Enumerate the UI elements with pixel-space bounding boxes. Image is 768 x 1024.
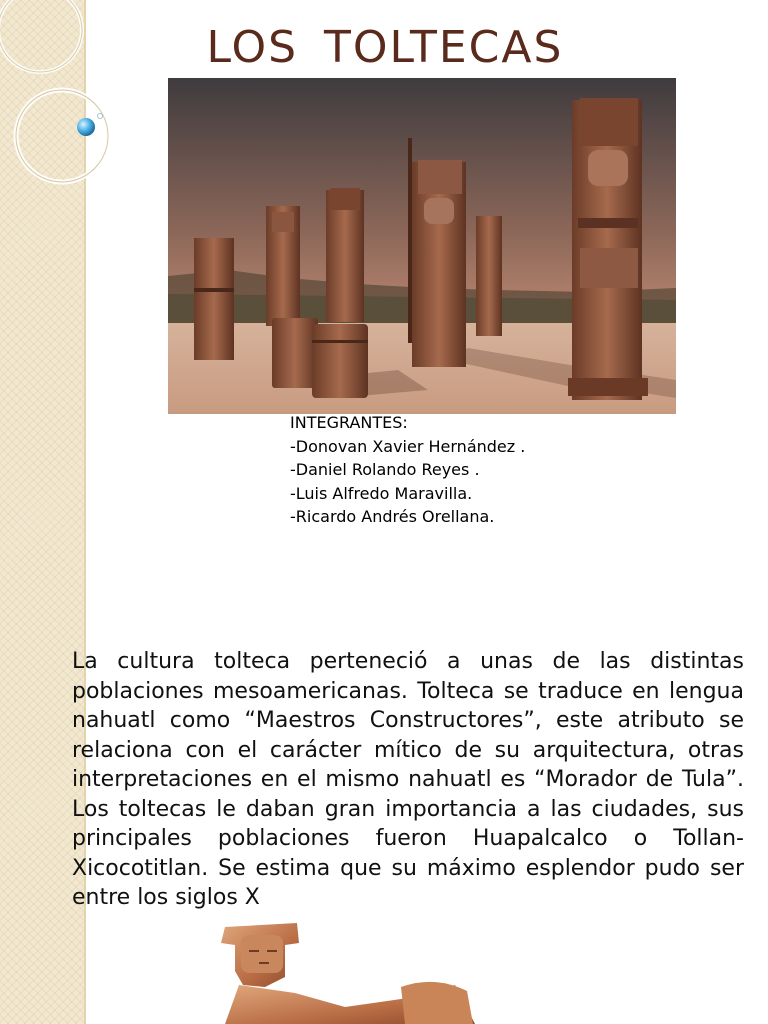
member-item: -Luis Alfredo Maravilla. [290, 483, 473, 503]
member-item: -Ricardo Andrés Orellana. [290, 507, 495, 526]
page-title: LOS TOLTECAS [206, 22, 564, 73]
member-item: -Daniel Rolando Reyes . [290, 460, 480, 479]
members-list [290, 411, 540, 529]
member-item: -Donovan Xavier Hernández . [290, 436, 526, 456]
chacmool-statue [205, 915, 485, 1024]
decorative-circles-icon [0, 0, 120, 200]
atlantes-photo [168, 78, 676, 414]
body-paragraph: La cultura tolteca perteneció a unas de las distintas poblaciones mesoamericanas. Tolteca se traduce en lengua nahuatl como “Maestros Constructores”, este atributo se relaciona con el carácter mítico de su arquitectura, otras interpretaciones en el mismo nahuatl es “Morador de Tula”. Los toltecas le daban gran importancia a las ciudades, sus principales poblaciones fueron Huapalcalco o Tollan-Xicocotitlan. Se estima que su máximo esplendor pudo ser entre los siglos X [72, 649, 744, 910]
members-heading: INTEGRANTES: [290, 413, 408, 432]
